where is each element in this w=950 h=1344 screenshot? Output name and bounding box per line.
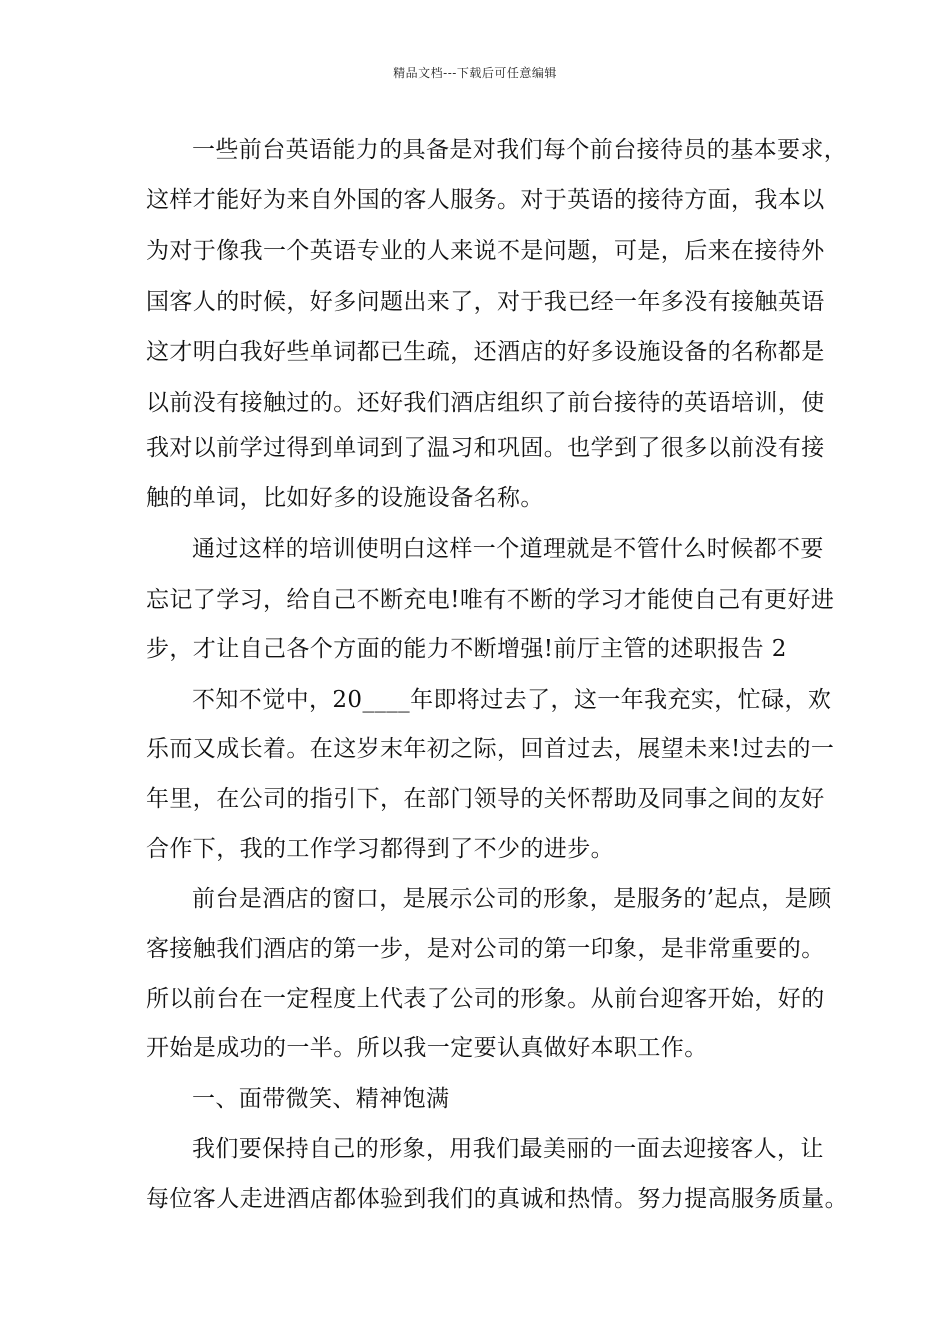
section-heading: 一、面带微笑、精神饱满 (192, 1086, 450, 1112)
text-line: 不知不觉中，20____年即将过去了，这一年我充实，忙碌，欢 (192, 687, 832, 713)
text-line: 步，才让自己各个方面的能力不断增强!前厅主管的述职报告 2 (146, 636, 787, 662)
text-line: 我们要保持自己的形象，用我们最美丽的一面去迎接客人，让 (192, 1136, 824, 1162)
text-line: 我对以前学过得到单词到了温习和巩固。也学到了很多以前没有接 (146, 435, 825, 461)
text-line: 这才明白我好些单词都已生疏，还酒店的好多设施设备的名称都是 (146, 339, 825, 365)
text-line: 为对于像我一个英语专业的人来说不是问题，可是，后来在接待外 (146, 238, 825, 264)
text-line: 忘记了学习，给自己不断充电!唯有不断的学习才能使自己有更好进 (146, 587, 835, 613)
text-line: 通过这样的培训使明白这样一个道理就是不管什么时候都不要 (192, 536, 824, 562)
text-line: 前台是酒店的窗口，是展示公司的形象，是服务的’起点，是顾 (192, 886, 832, 912)
text-line: 每位客人走进酒店都体验到我们的真诚和热情。努力提高服务质量。 (146, 1186, 848, 1212)
text-line: 以前没有接触过的。还好我们酒店组织了前台接待的英语培训，使 (146, 390, 825, 416)
text-line: 一些前台英语能力的具备是对我们每个前台接待员的基本要求， (192, 137, 848, 163)
text-line: 所以前台在一定程度上代表了公司的形象。从前台迎客开始，好的 (146, 986, 825, 1012)
text-line: 年里，在公司的指引下，在部门领导的关怀帮助及同事之间的友好 (146, 786, 825, 812)
text-line: 国客人的时候，好多问题出来了，对于我已经一年多没有接触英语 (146, 289, 825, 315)
page-header: 精品文档---下载后可任意编辑 (393, 66, 557, 80)
text-line: 开始是成功的一半。所以我一定要认真做好本职工作。 (146, 1035, 708, 1061)
text-line: 触的单词，比如好多的设施设备名称。 (146, 485, 544, 511)
text-line: 客接触我们酒店的第一步，是对公司的第一印象，是非常重要的。 (146, 936, 825, 962)
text-line: 合作下，我的工作学习都得到了不少的进步。 (146, 836, 614, 862)
text-line: 这样才能好为来自外国的客人服务。对于英语的接待方面，我本以 (146, 187, 825, 213)
text-line: 乐而又成长着。在这岁末年初之际，回首过去，展望未来!过去的一 (146, 736, 835, 762)
